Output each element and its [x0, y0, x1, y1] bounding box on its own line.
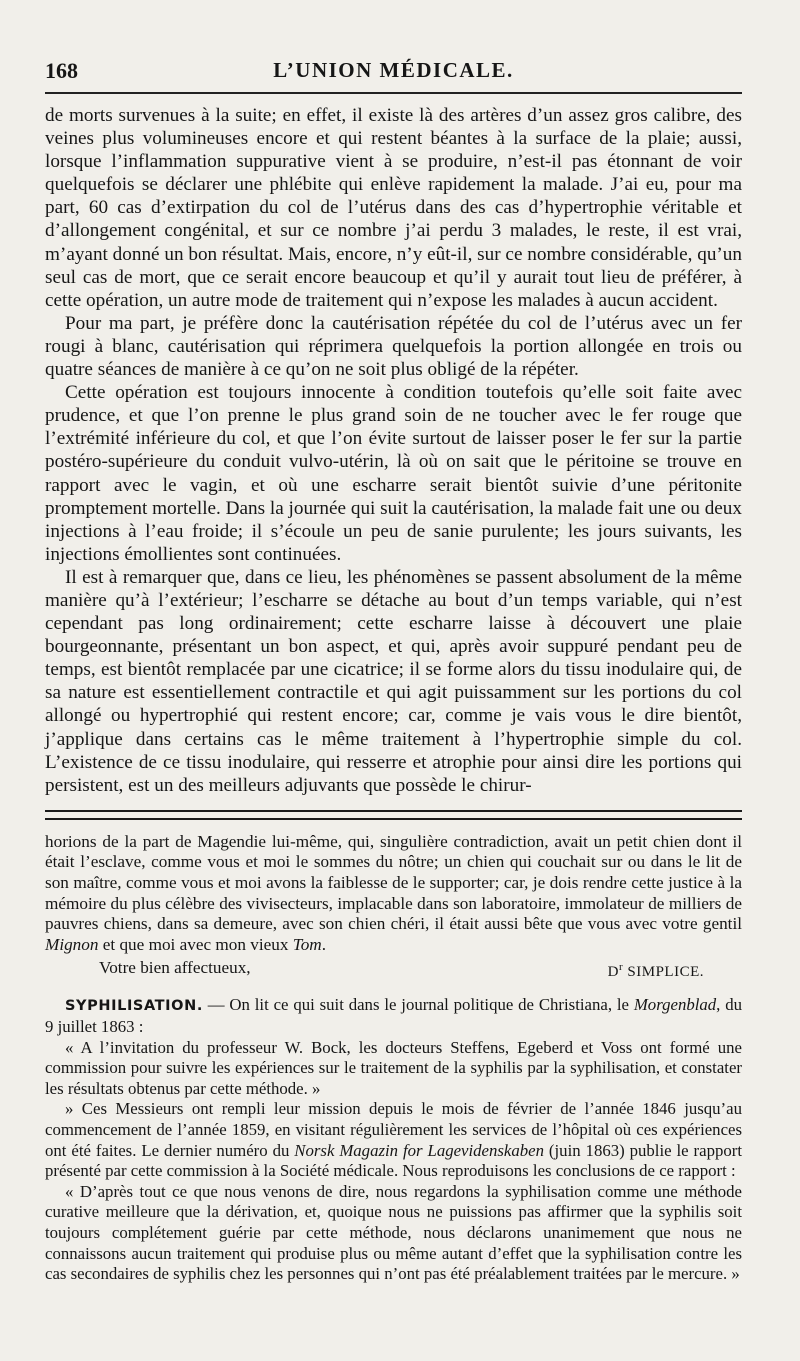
document-page — [0, 58, 800, 1361]
feuilleton — [45, 832, 742, 984]
news-quote-2 — [45, 1099, 742, 1181]
feuilleton-text-2: et que moi avec mon vieux — [98, 934, 293, 954]
page-number: 168 — [45, 58, 78, 83]
running-title: L’UNION MÉDICALE. — [273, 58, 514, 82]
feuilleton-italic-mignon: Mignon — [45, 934, 99, 954]
feuilleton-paragraph — [45, 832, 742, 956]
closing-phrase: Votre bien affectueux, — [99, 958, 251, 978]
main-paragraph-4: Il est à remarquer que, dans ce lieu, les phénomènes se passent absolument de la même manière qu’à l’extérieur; l’escharre se détache au bout d’un temps variable, qui n’est cependant pas long ordinairement; cette escharre laisse à découvert une plaie bourgeonnante, présentant un bon aspect, et qui, après avoir suppuré pendant peu de temps, est bientôt remplacée par une cicatrice; il se forme alors du tissu inodulaire qui, de sa nature est essentiellement contractile et qui agit puissamment sur les portions du col allongé ou hypertrophié qui restent encore; car, comme je vais vous le dire bientôt, j’applique dans certains cas le même traitement à l’hypertrophie simple du col. L’existence de ce tissu inodulaire, qui resserre et atrophie pour ainsi dire les portions qui persistent, est un des meilleurs adjuvants que possède le chirur- — [45, 566, 742, 796]
signer-prefix: D — [607, 964, 619, 981]
signer-sup: r — [618, 961, 624, 974]
page-header — [45, 58, 742, 94]
feuilleton-separator — [45, 810, 742, 820]
signature — [608, 957, 742, 983]
news-quote-2-end: (juin 1863) publie le rapport présenté par cette commission à la Société médicale. Nous reproduisons les conclusions de ce rapport : — [45, 1140, 742, 1181]
feuilleton-text-end: . — [321, 934, 327, 954]
newspaper-name: Morgenblad — [633, 995, 717, 1015]
news-intro-text: — On lit ce qui suit dans le journal politique de Christiana, le — [202, 995, 634, 1015]
signer-name: SIMPLICE. — [623, 964, 704, 981]
main-paragraph-2: Pour ma part, je préfère donc la cautérisation répétée du col de l’utérus avec un fer rougi à blanc, cautérisation qui réprimera quelquefois la portion allongée en trois ou quatre séances de manière à ce qu’on ne soit plus obligé de la répéter. — [45, 312, 742, 381]
news-intro — [45, 995, 742, 1037]
news-heading: SYPHILISATION. — [65, 998, 203, 1015]
main-paragraph-3: Cette opération est toujours innocente à condition toutefois qu’elle soit faite avec prudence, et que l’on prenne le plus grand soin de ne toucher avec le fer rouge que l’extrémité inférieure du col, et que l’on évite surtout de laisser poser le fer sur la partie postéro-supérieure du conduit vulvo-utérin, là où on sait que le péritoine se trouve en rapport avec le vagin, et où une escharre serait bientôt suivie d’une péritonite promptement mortelle. Dans la journée qui suit la cautérisation, la malade fait une ou deux injections à l’eau froide; il s’écoule un peu de sanie purulente; les jours suivants, les injections émollientes sont continuées. — [45, 382, 742, 565]
news-quote-3: « D’après tout ce que nous venons de dire, nous regardons la syphilisation comme une méthode curative meilleure que la dérivation, et, quoique nous ne puissions pas affirmer que la syphilis soit toujours complétement guérie par cette méthode, nous déclarons unanimement que nous ne connaissons aucun traitement qui produise plus ou même autant d’effet que la syphilisation contre les cas secondaires de syphilis chez les personnes qui n’ont pas été préalablement traitées par le mercure. » — [45, 1181, 742, 1284]
header-rule — [45, 92, 742, 94]
feuilleton-text: horions de la part de Magendie lui-même, qui, singulière contradiction, avait un petit chien dont il était l’esclave, comme vous et moi le sommes du nôtre; un chien qui couchait sur ou dans le lit de son maître, comme vous et moi avons la faiblesse de le supporter; car, je dois rendre cette justice à la mémoire du plus célèbre des vivisecteurs, implacable dans son laboratoire, immolateur de milliers de pauvres chiens, dans sa demeure, avec son chien chéri, il était aussi bête que vous avec votre gentil — [45, 831, 742, 934]
journal-name: Norsk Magazin for Lagevidenskaben — [294, 1140, 544, 1160]
signature-line — [45, 957, 742, 983]
main-article — [45, 104, 742, 797]
main-paragraph-1: de morts survenues à la suite; en effet, il existe là des artères d’un assez gros calibre, des veines plus volumineuses encore et qui restent béantes à la surface de la plaie; aussi, lorsque l’inflammation suppurative vient à se produire, n’est-il pas étonnant de voir quelquefois se déclarer une phlébite qui enlève rapidement la malade. J’ai eu, pour ma part, 60 cas d’extirpation du col de l’utérus dans des cas d’hypertrophie véritable et d’allongement congénital, et sur ce nombre j’ai perdu 3 malades, le reste, il est vrai, m’ayant donné un bon résultat. Mais, encore, n’y eût-il, sur ce nombre considérable, qu’un seul cas de mort, que ce serait encore beaucoup et qu’il y aurait tout lieu de préférer, à cette opération, un autre mode de traitement qui n’expose les malades à aucun accident. — [45, 105, 742, 311]
news-intro-date: , du 9 juillet 1863 : — [45, 995, 742, 1036]
news-quote-2-text: » Ces Messieurs ont rempli leur mission depuis le mois de février de l’année 1846 jusqu’au commencement de l’année 1859, en visitant régulièrement les services de l’hôpital où ces expériences ont été faites. Le dernier numéro du — [45, 1099, 742, 1160]
news-item — [45, 995, 742, 1284]
feuilleton-italic-tom: Tom — [292, 934, 322, 954]
news-quote-1: « A l’invitation du professeur W. Bock, les docteurs Steffens, Egeberd et Voss ont formé une commission pour suivre les expériences sur le traitement de la syphilis par la syphilisation, et constater les résultats obtenus par cette méthode. » — [45, 1037, 742, 1098]
